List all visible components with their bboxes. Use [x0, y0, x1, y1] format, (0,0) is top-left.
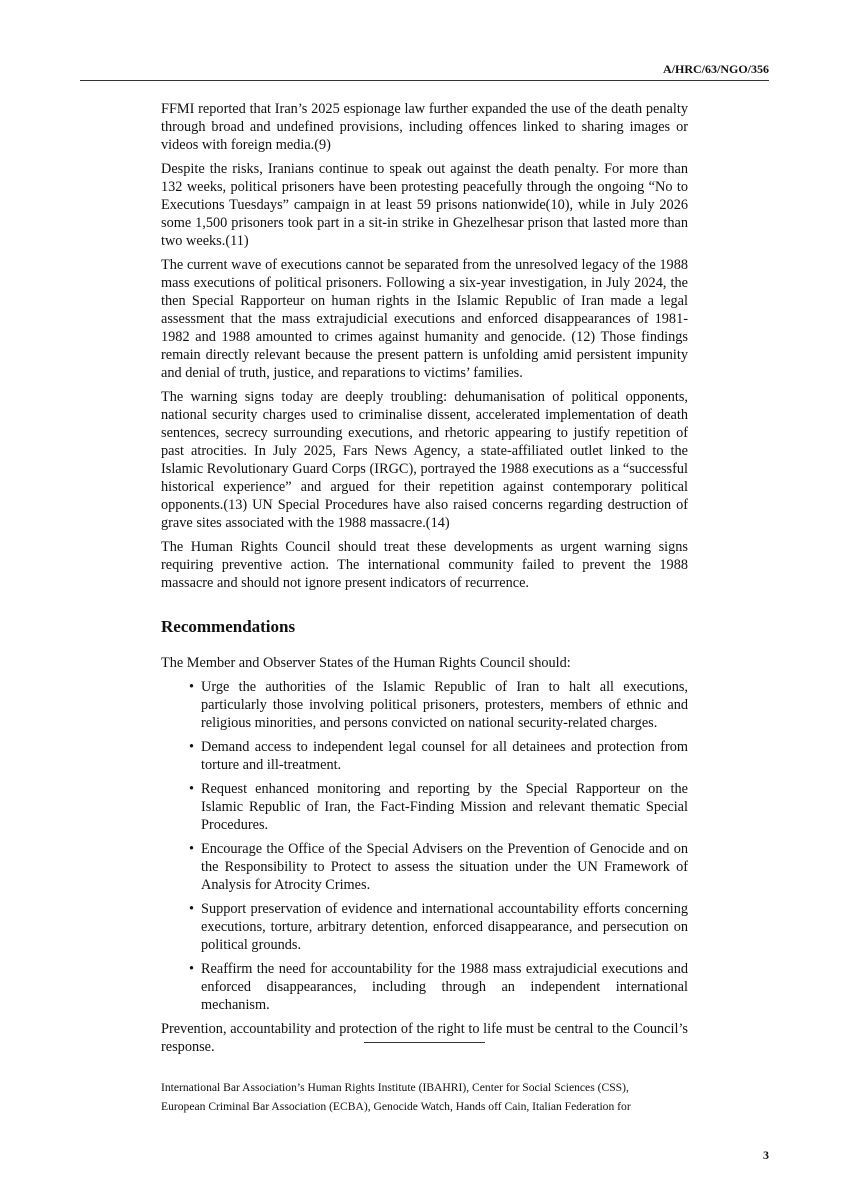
document-symbol: A/HRC/63/NGO/356 [662, 62, 769, 76]
footnote-separator [364, 1042, 485, 1043]
recommendations-heading: Recommendations [161, 617, 296, 636]
recommendation-item: • Urge the authorities of the Islamic Republic of Iran to halt all executions, particularly those involving political prisoners, protesters, members of ethnic and religious minorities, and persons convicted on national security-related charges. [161, 678, 688, 732]
paragraph-1988-legacy: The current wave of executions cannot be separated from the unresolved legacy of the 1988 mass executions of political prisoners. Following a six-year investigation, in July 2024, the then Special Rapporteur on human rights in the Islamic Republic of Iran made a legal assessment that the mass extrajudicial executions and enforced disappearances of 1981-1982 and 1988 amounted to crimes against humanity and genocide. (12) Those findings remain directly relevant because the present pattern is unfolding amid persistent impunity and denial of truth, justice, and reparations to victims’ families. [161, 257, 688, 381]
footnote-line: International Bar Association’s Human Rights Institute (IBAHRI), Center for Social Sciences (CSS), [161, 1081, 629, 1094]
page-number: 3 [763, 1148, 769, 1162]
footnote-line: European Criminal Bar Association (ECBA), Genocide Watch, Hands off Cain, Italian Federation for [161, 1100, 631, 1113]
recommendation-item: • Demand access to independent legal counsel for all detainees and protection from torture and ill-treatment. [161, 738, 688, 774]
recommendations-list [161, 678, 688, 1014]
recommendation-item: • Support preservation of evidence and international accountability efforts concerning executions, torture, arbitrary detention, enforced disappearance, and persecution on political grounds. [161, 900, 688, 954]
paragraph-warning-signs: The warning signs today are deeply troubling: dehumanisation of political opponents, national security charges used to criminalise dissent, accelerated implementation of death sentences, secrecy surrounding executions, and rhetoric appearing to justify repetition of past atrocities. In July 2025, Fars News Agency, a state-affiliated outlet linked to the Islamic Revolutionary Guard Corps (IRGC), portrayed the 1988 executions as a “successful historical experience” and argued for their repetition against contemporary political opponents.(13) UN Special Procedures have also raised concerns regarding destruction of grave sites associated with the 1988 massacre.(14) [161, 389, 688, 531]
paragraph-protests: Despite the risks, Iranians continue to speak out against the death penalty. For more than 132 weeks, political prisoners have been protesting peacefully through the ongoing “No to Executions Tuesdays” campaign in at least 59 prisons nationwide(10), while in July 2026 some 1,500 prisoners took part in a sit-in strike in Ghezelhesar prison that lasted more than two weeks.(11) [161, 161, 688, 249]
main-content [161, 100, 688, 1062]
recommendations-intro: The Member and Observer States of the Human Rights Council should: [161, 655, 571, 671]
recommendations-closing: Prevention, accountability and protection of the right to life must be central to the Council’s response. [161, 1021, 688, 1055]
recommendation-item: • Encourage the Office of the Special Advisers on the Prevention of Genocide and on the Responsibility to Protect to assess the situation under the UN Framework of Analysis for Atrocity Crimes. [161, 840, 688, 894]
recommendation-item: • Reaffirm the need for accountability for the 1988 mass extrajudicial executions and enforced disappearances, including through an independent international mechanism. [161, 960, 688, 1014]
header-rule [80, 80, 769, 81]
paragraph-espionage-law: FFMI reported that Iran’s 2025 espionage law further expanded the use of the death penalty through broad and undefined provisions, including offences linked to sharing images or videos with foreign media.(9) [161, 101, 688, 153]
recommendation-item: • Request enhanced monitoring and reporting by the Special Rapporteur on the Islamic Republic of Iran, the Fact-Finding Mission and relevant thematic Special Procedures. [161, 780, 688, 834]
paragraph-council-action: The Human Rights Council should treat these developments as urgent warning signs requiring preventive action. The international community failed to prevent the 1988 massacre and should not ignore present indicators of recurrence. [161, 539, 688, 591]
footnote [161, 1078, 701, 1116]
